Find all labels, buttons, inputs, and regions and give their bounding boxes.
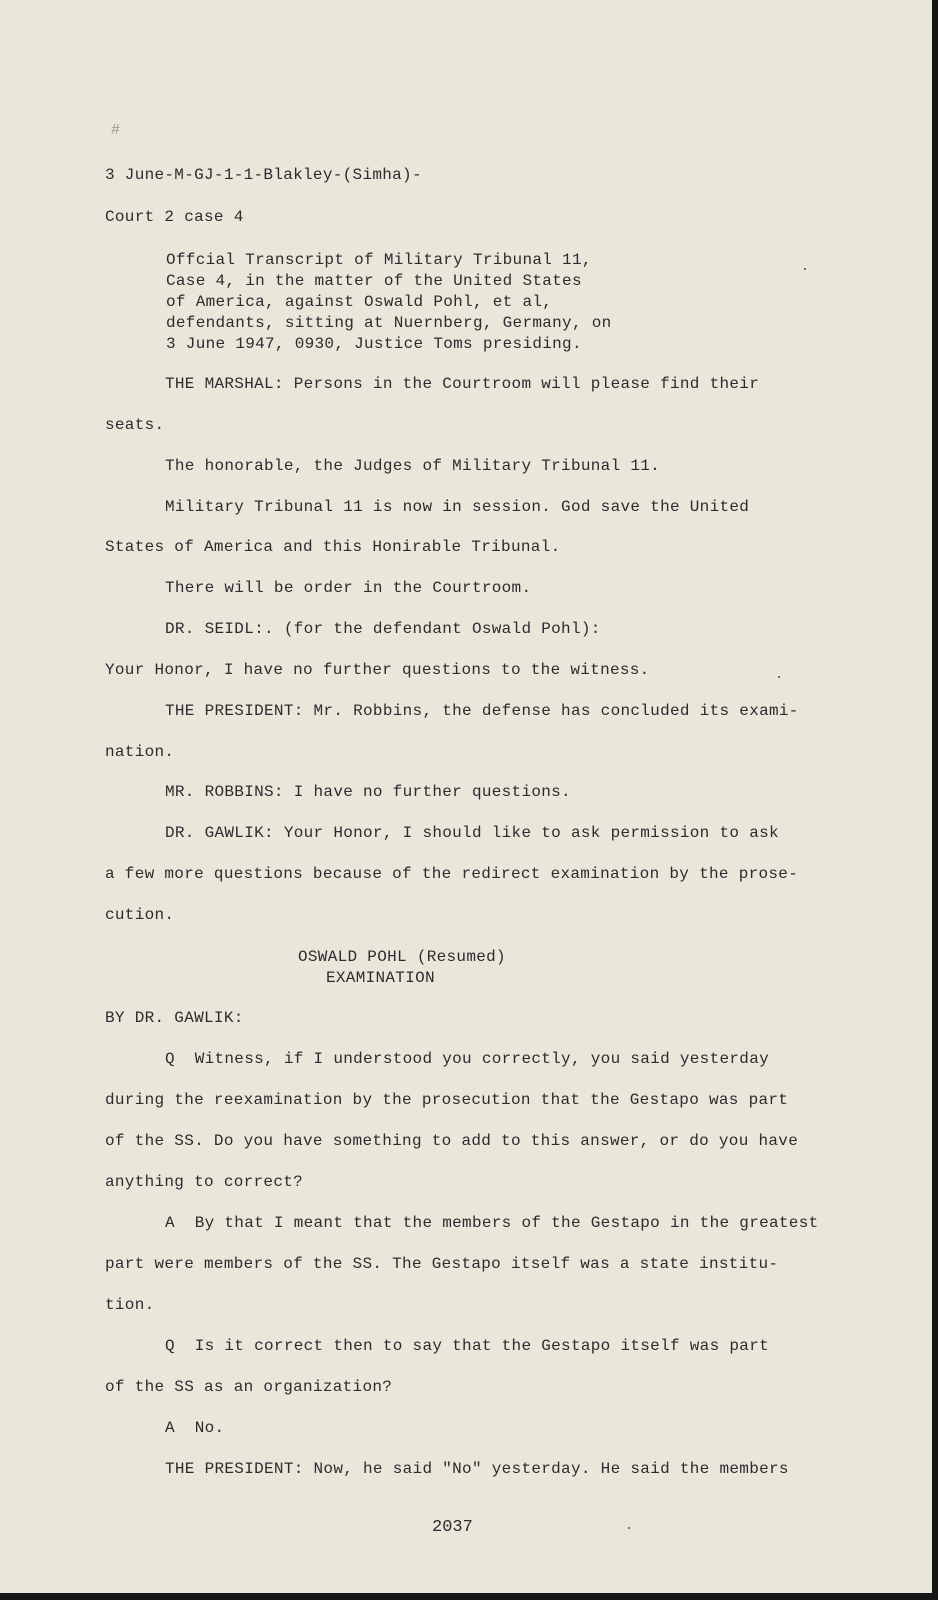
corner-mark: #	[111, 122, 121, 139]
caption-line: defendants, sitting at Nuernberg, Germany, on	[166, 314, 612, 332]
body-line: A By that I meant that the members of the Gestapo in the greatest	[165, 1214, 819, 1232]
body-line: States of America and this Honirable Tribunal.	[105, 538, 561, 556]
body-line: anything to correct?	[105, 1173, 304, 1191]
caption-line: 3 June 1947, 0930, Justice Toms presiding.	[166, 335, 582, 353]
page-number: 2037	[432, 1518, 473, 1537]
body-line: DR. GAWLIK: Your Honor, I should like to ask permission to ask	[165, 824, 779, 842]
paper-speck	[804, 268, 806, 270]
body-line: Q Is it correct then to say that the Gestapo itself was part	[165, 1337, 769, 1355]
section-heading: OSWALD POHL (Resumed)	[298, 948, 506, 966]
body-line: tion.	[105, 1296, 155, 1314]
body-line: THE PRESIDENT: Mr. Robbins, the defense has concluded its exami-	[165, 702, 799, 720]
body-line: seats.	[105, 416, 165, 434]
body-line: part were members of the SS. The Gestapo itself was a state institu-	[105, 1255, 779, 1273]
header-id: 3 June-M-GJ-1-1-Blakley-(Simha)-	[105, 166, 422, 184]
body-line: of the SS. Do you have something to add to this answer, or do you have	[105, 1132, 799, 1150]
paper-speck	[628, 1527, 630, 1529]
section-subheading: EXAMINATION	[326, 969, 435, 987]
body-line: cution.	[105, 906, 175, 924]
caption-line: of America, against Oswald Pohl, et al,	[166, 293, 553, 311]
body-line: Q Witness, if I understood you correctly, you said yesterday	[165, 1050, 769, 1068]
court-case: Court 2 case 4	[105, 208, 244, 226]
body-line: There will be order in the Courtroom.	[165, 579, 532, 597]
body-line: Your Honor, I have no further questions to the witness.	[105, 661, 650, 679]
body-line: THE MARSHAL: Persons in the Courtroom will please find their	[165, 375, 760, 393]
body-line: A No.	[165, 1419, 225, 1437]
body-line: during the reexamination by the prosecution that the Gestapo was part	[105, 1091, 789, 1109]
caption-line: Case 4, in the matter of the United States	[166, 272, 582, 290]
caption-line: Offcial Transcript of Military Tribunal 11,	[166, 251, 592, 269]
body-line: THE PRESIDENT: Now, he said "No" yesterday. He said the members	[165, 1460, 789, 1478]
body-line: Military Tribunal 11 is now in session. God save the United	[165, 498, 750, 516]
body-line: The honorable, the Judges of Military Tribunal 11.	[165, 457, 661, 475]
body-line: DR. SEIDL:. (for the defendant Oswald Pohl):	[165, 620, 601, 638]
body-line: MR. ROBBINS: I have no further questions.	[165, 783, 571, 801]
paper-speck	[778, 676, 780, 678]
body-line: of the SS as an organization?	[105, 1378, 393, 1396]
body-line: BY DR. GAWLIK:	[105, 1009, 244, 1027]
body-line: nation.	[105, 743, 175, 761]
body-line: a few more questions because of the redirect examination by the prose-	[105, 865, 799, 883]
